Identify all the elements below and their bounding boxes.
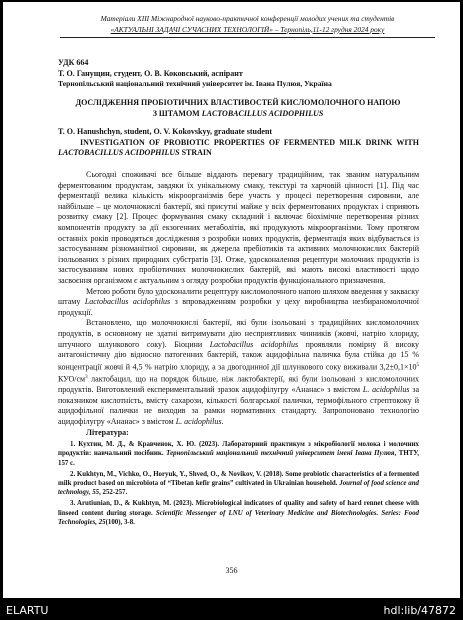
results-species-3: L. acidophilus — [175, 416, 222, 426]
results-end: . — [221, 416, 224, 426]
english-block — [58, 127, 419, 159]
title-ua-species: LACTOBACILLUS ACIDOPHILUS — [201, 108, 324, 118]
aim-text: Метою роботи було удосконалити рецептуру кисломолочного напою шляхом введення у закваску штаму — [58, 286, 419, 307]
title-en-species: LACTOBACILLUS ACIDOPHILUS — [58, 148, 180, 158]
paragraph-results — [58, 318, 419, 427]
authors-ua: Т. О. Ганущин, студент, О. В. Коковський, аспірант — [58, 68, 243, 78]
results-exponent: 5 — [416, 362, 419, 368]
affiliation-ua: Тернопільський національний технічний університет ім. Івана Пулюя, Україна — [58, 79, 332, 89]
results-unit: КУО/см — [58, 374, 86, 384]
ref1-publisher: Тернопільський національний технічний університет імені Івана Пулюя — [166, 450, 395, 458]
title-ua — [73, 98, 403, 119]
ref1-text: 1. Кухтин, М. Д., & Кравченок, Х. Ю. (2023). Лабораторний практикум з мікробіології молока і молочних продуктів: навчальний посібник. — [58, 441, 419, 458]
header-line-2: «АКТУАЛЬНІ ЗАДАЧІ СУЧАСНИХ ТЕХНОЛОГІЙ» – Тернопіль,11-12 грудня 2024 року — [110, 24, 385, 34]
literature-heading: Література: — [86, 427, 129, 437]
reference-1 — [58, 440, 419, 468]
results-text-4: за показником кислотність, вмісту сахарози, кількості болгарської палички, термофільного стрептококу й ацидофільної палички не виходив за рамки нормативних стандарту. Запропоновано технологію ацидофілугру «Ананас» з вмістом — [58, 385, 420, 426]
footer-repository-label: ELARTU — [6, 604, 49, 617]
ref2-journal: Journal of food science and technology, 55 — [58, 479, 419, 497]
results-text-1: Встановлено, що молочнокислі бактерії, які були ізольовані з традиційних кисломолочних продуктів, в основному не здатні витримувати дію несприятливих чинників (жовчі, натрію хлориду, штучного шлункового соку). Біоцини — [58, 318, 419, 349]
title-ua-text: ДОСЛІДЖЕННЯ ПРОБІОТИЧНИХ ВЛАСТИВОСТЕЙ КИСЛОМОЛОЧНОГО НАПОЮ З ШТАМОМ — [75, 98, 401, 118]
footer-handle-label: hdl:lib/47872 — [383, 604, 456, 617]
results-species-1: Lactobacillus acidophilus — [209, 339, 299, 349]
ref1-tail: , ТНТУ, 157 с. — [58, 450, 419, 467]
results-species-2: L. acidophilus — [362, 385, 410, 395]
ref2-tail: , 252-257. — [99, 489, 128, 497]
conference-header — [60, 14, 435, 38]
reference-2 — [58, 470, 419, 498]
paragraph-aim — [58, 287, 419, 319]
title-en — [58, 138, 419, 159]
header-rule — [60, 37, 435, 38]
udc-code: УДК 664 — [58, 58, 89, 67]
viewer-footer — [0, 600, 463, 620]
title-en-tail: STRAIN — [179, 148, 212, 158]
ref3-text: 3. Arutiunian, D., & Kukhtyn, M. (2023). Microbiological indicators of quality and safety of hard rennet cheese with linseed content during storage. — [58, 500, 419, 517]
aim-tail: з впровадженням розробки у цеху виробництва незбираномолочної продукції. — [58, 297, 419, 317]
page-number: 356 — [225, 566, 238, 575]
article-body — [58, 170, 419, 527]
results-unit-exponent: 3 — [85, 374, 88, 380]
document-page — [3, 2, 460, 598]
authors-en: T. O. Hanushchyn, student, O. V. Kokovskyy, graduate student — [58, 127, 273, 136]
results-text-3: лактобацил, що на порядок більше, ніж лактобактерії, які були ізольовані з кисломолочних продуктів. Виготовлений експериментальний зразок ацидофілугру «Ананас» з вмістом — [58, 374, 419, 395]
results-text-2: проявляли помірну й високу антагоністичну дію відносно патогенних бактерій, також ацидофільна паличка була стійка до 15 % концентрації жовчі й 4,5 % натрію хлориду, а за двогодинної дії шлункового соку виживали 3,2±0,1×10 — [58, 339, 419, 372]
ref2-text: 2. Kukhtyn, M., Vichko, O., Horyuk, Y., Shved, O., & Novikov, V. (2018). Some probiotic characteristics of a fermented milk product based on microbiota of “Tibetan kefir grains” cultivated in Ukrainian household. — [58, 470, 419, 487]
ref3-journal: Scientific Messenger of LNU of Veterinary Medicine and Biotechnologies. Series: Food Technologies, 25 — [58, 509, 419, 526]
paragraph-intro: Сьогодні споживачі все більше віддають перевагу традиційним, так званим натуральним ферментованим продуктам, завдяки їх унікальному смаку, текстурі та харчовій цінності [1]. Під час ферментації велика кількість мікроорганізмів бере участь у процесі перетворення сировини, але найбільше – це молочнокислі бактерії, які присутні майже у всіх ферментованих продуктах і сприяють розвитку смаку [2]. Процес формування смаку складний і включає біохімічне перетворення різних компонентів продукту за дії екзогенних метаболітів, які продукують мікроорганізми. Тому протягом останніх років проводяться дослідження з розробки нових продуктів, ферментація яких відбувається із застосуванням різноманітної сировини, як джерела пребіотиків та активних молочнокислих бактерій ізольованих з різних природних субстратів [3]. Отже, удосконалення рецептури молочних продуктів із застосуванням нових пробіотичних молочнокислих бактерій, які мають високі властивості щодо засвоєння організмом є актуальним з огляду розробки продуктів функціонального призначення. — [58, 170, 419, 285]
ref3-tail: (100), 3-8. — [105, 518, 135, 526]
title-en-text: INVESTIGATION OF PROBIOTIC PROPERTIES OF FERMENTED MILK DRINK WITH — [80, 137, 419, 147]
article-meta — [58, 58, 419, 90]
reference-3 — [58, 499, 419, 527]
aim-species: Lactobacillus acidophilus — [84, 297, 171, 307]
header-line-1: Матеріали XIII Міжнародної науково-практичної конференції молодих учених та студентів — [100, 14, 395, 23]
